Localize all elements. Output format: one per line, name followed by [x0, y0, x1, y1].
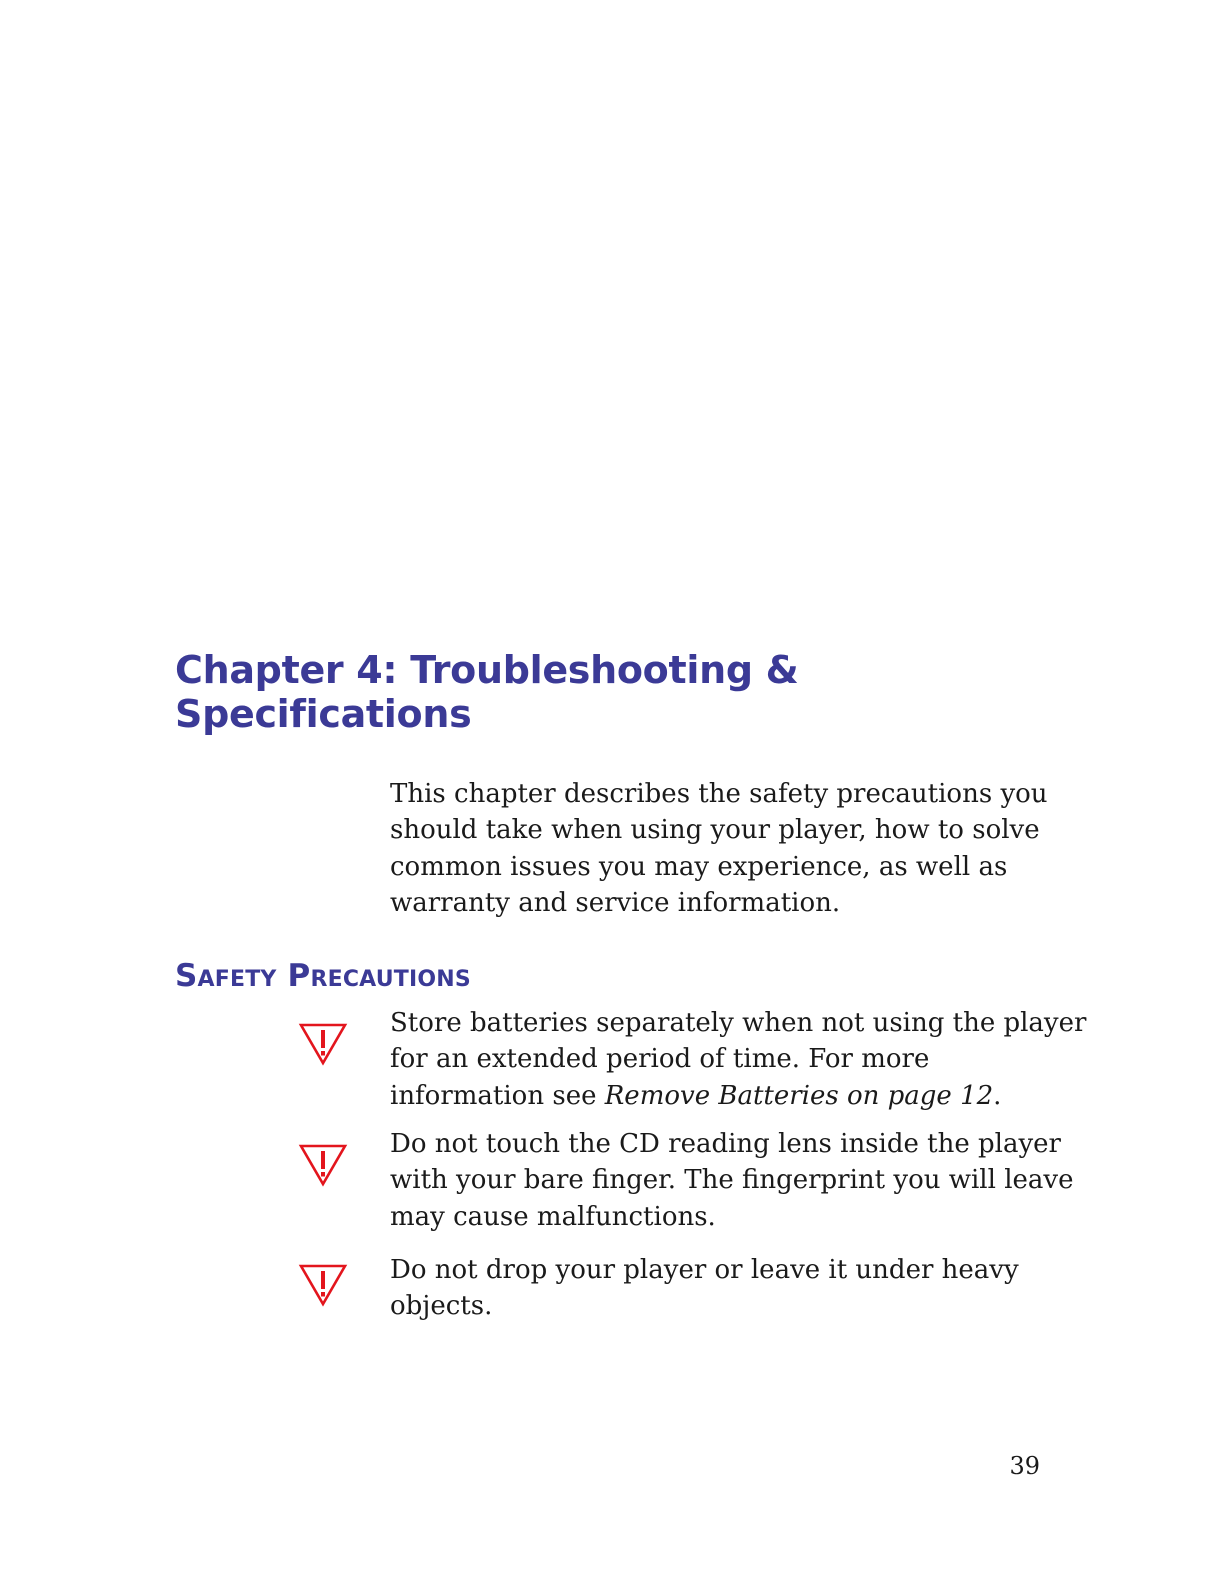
precaution-line: Store batteries separately when not using the player — [390, 1008, 1087, 1038]
precaution-line: for an extended period of time. For more — [390, 1044, 930, 1075]
chapter-title — [175, 648, 935, 736]
cross-reference-link[interactable]: Remove Batteries on page 12 — [604, 1080, 994, 1111]
precaution-line: objects. — [390, 1291, 493, 1322]
warning-triangle-icon — [298, 1262, 348, 1308]
precaution-text — [390, 1126, 1074, 1235]
intro-line: warranty and service information. — [390, 887, 841, 918]
reference-prefix: information see — [390, 1080, 605, 1111]
intro-line: should take when using your player, how to solve — [390, 815, 1040, 846]
precaution-line: may cause malfunctions. — [390, 1201, 716, 1232]
precaution-line-with-reference — [390, 1078, 1058, 1114]
warning-triangle-icon — [298, 1142, 348, 1188]
section-heading-safety-precautions: Safety Precautions — [175, 958, 471, 994]
chapter-title-line-2: Specifications — [175, 692, 472, 736]
chapter-title-line-1: Chapter 4: Troubleshooting & — [175, 648, 799, 692]
intro-line: This chapter describes the safety precautions you — [390, 779, 1048, 809]
precaution-text — [390, 1252, 1058, 1325]
warning-triangle-icon — [298, 1021, 348, 1067]
page-number: 39 — [1009, 1452, 1040, 1480]
precaution-text — [390, 1005, 1087, 1114]
intro-line: common issues you may experience, as well as — [390, 851, 1008, 882]
precaution-line: with your bare finger. The fingerprint you will leave — [390, 1165, 1074, 1196]
precaution-line: Do not touch the CD reading lens inside the player — [390, 1129, 1061, 1159]
precaution-line: Do not drop your player or leave it under heavy — [390, 1255, 1019, 1285]
reference-suffix: . — [993, 1080, 1002, 1111]
chapter-intro-paragraph — [390, 776, 1048, 921]
